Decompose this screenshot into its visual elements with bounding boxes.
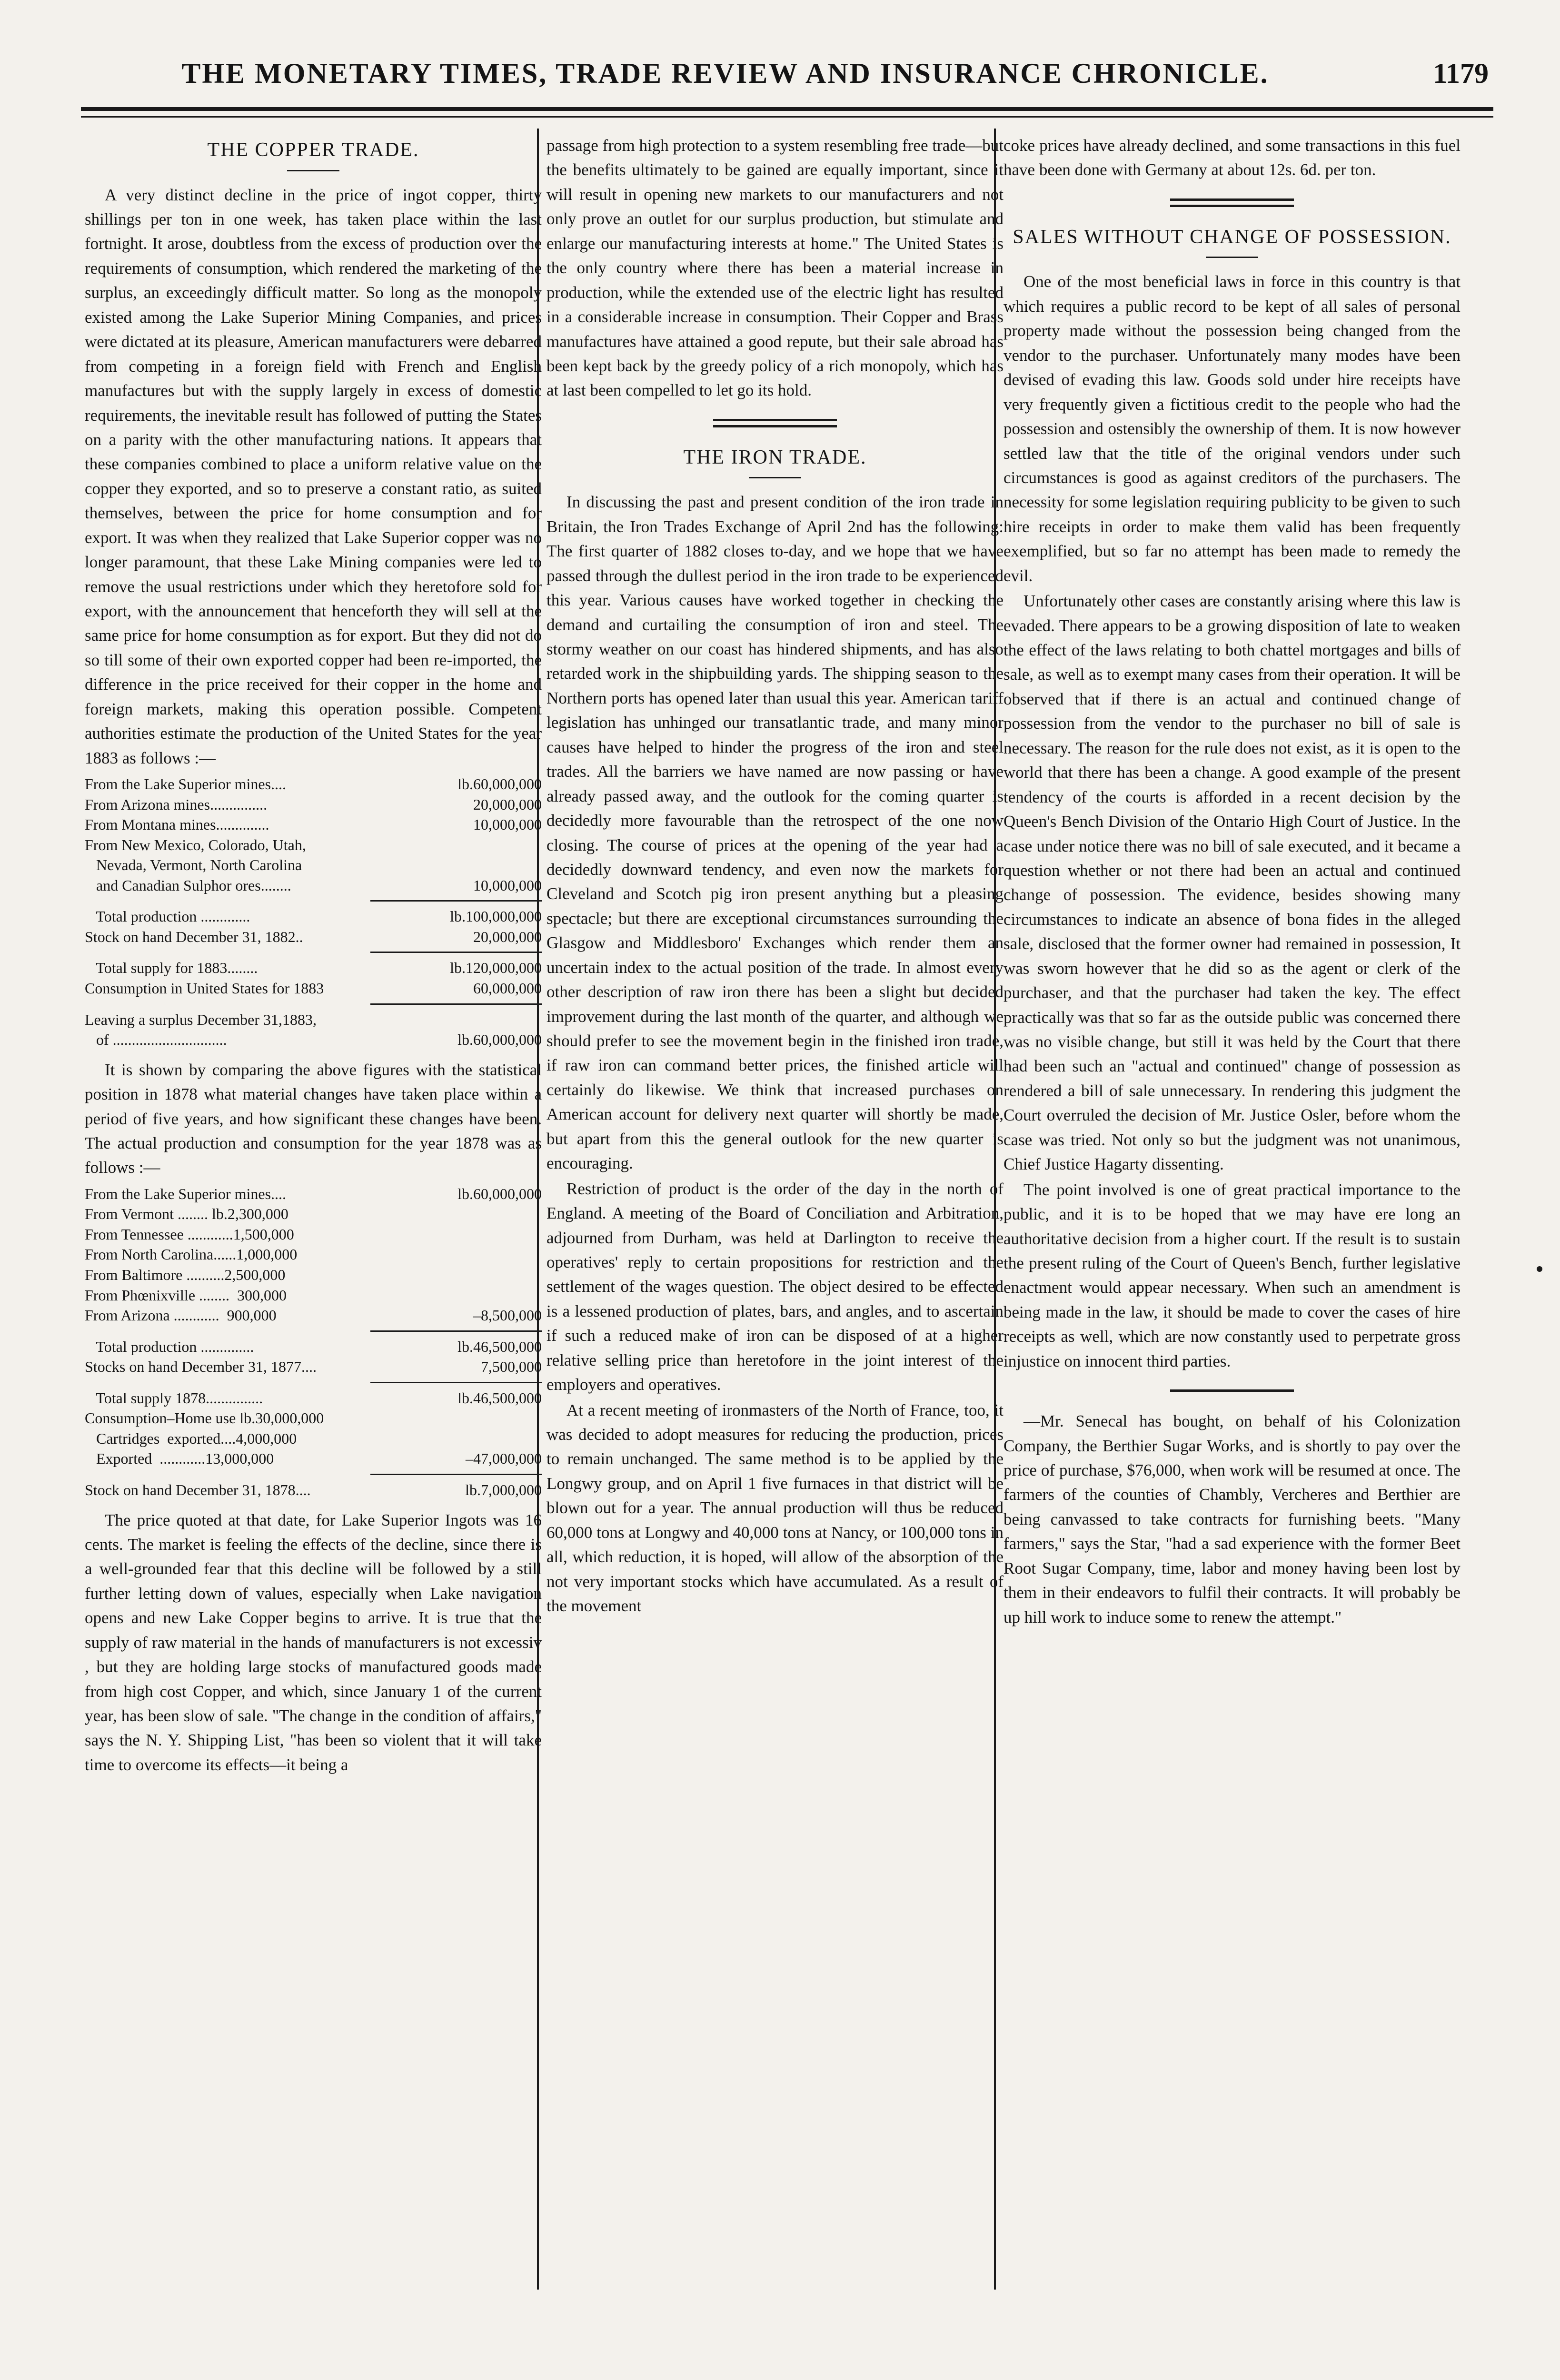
- stats-row: [85, 875, 542, 896]
- stats-row-total: [85, 1337, 542, 1357]
- sum-rule: [370, 900, 542, 902]
- heading-rule: [287, 170, 339, 171]
- stats-row: [85, 1285, 542, 1306]
- stats-row: [85, 835, 542, 855]
- stats-1878: [85, 1184, 542, 1500]
- stats-row: [85, 855, 542, 875]
- senecal-news-item: —Mr. Senecal has bought, on behalf of his Colonization Company, the Berthier Sugar Works, and is shortly to pay over the price of purchase, $76,000, when work will be resumed at once. The farmers of the counties of Chambly, Vercheres and Berthier are being canvassed to take contracts for furnishing beets. "Many farmers," says the Star, "had a sad experience with the former Beet Root Sugar Company, time, labor and money having been lost by them in their endeavors to fulfil their contracts. It will probably be up hill work to induce some to renew the attempt.": [1004, 1412, 1461, 1626]
- stats-value: lb.60,000,000: [457, 1031, 542, 1049]
- sum-rule: [370, 1003, 542, 1005]
- stats-label: Stock on hand December 31, 1882..: [85, 928, 303, 945]
- stats-row: [85, 978, 542, 999]
- header-rule-thin: [81, 116, 1493, 118]
- stats-value: 10,000,000: [473, 816, 542, 833]
- stats-label: Stocks on hand December 31, 1877....: [85, 1358, 317, 1376]
- stats-row: [85, 814, 542, 835]
- stats-value: lb.60,000,000: [457, 1185, 542, 1202]
- stats-label: From Arizona ............ 900,000: [85, 1307, 277, 1324]
- stats-value: 10,000,000: [473, 876, 542, 894]
- stats-value: –8,500,000: [473, 1307, 542, 1324]
- stats-label: Consumption–Home use lb.30,000,000: [85, 1409, 324, 1427]
- iron-paragraph-continued: coke prices have already declined, and some transactions in this fuel have been done with Germany at about 12s. 6d. per ton.: [1004, 136, 1461, 179]
- stats-row: [85, 794, 542, 815]
- stats-label: and Canadian Sulphor ores........: [85, 876, 291, 894]
- sum-rule: [370, 1330, 542, 1332]
- stats-value: 7,500,000: [481, 1358, 542, 1376]
- stats-1883: [85, 774, 542, 1050]
- stats-label: Total production .............: [85, 908, 250, 925]
- stats-value: lb.46,500,000: [457, 1338, 542, 1355]
- stats-row: [85, 1184, 542, 1204]
- stats-value: 20,000,000: [473, 795, 542, 813]
- stats-row-total: [85, 1388, 542, 1408]
- stats-row: [85, 1265, 542, 1285]
- stats-row: [85, 1428, 542, 1449]
- stats-label: From Tennessee ............1,500,000: [85, 1225, 294, 1243]
- stats-label: Leaving a surplus December 31,1883,: [85, 1011, 317, 1028]
- heading-rule: [749, 477, 801, 478]
- stats-row-total: [85, 906, 542, 927]
- stats-label: From Baltimore ..........2,500,000: [85, 1266, 286, 1284]
- stats-row: [85, 1010, 542, 1030]
- copper-paragraph-1: A very distinct decline in the price of ingot copper, thirty shillings per ton in one week, has taken place within the last fortnight. It arose, doubtless from the excess of production over the requirements of consumption, which rendered the marketing of the surplus, an exceedingly difficult matter. So long as the monopoly existed among the Lake Superior Mining Companies, and prices were dictated at its pleasure, American manufacturers were debarred from competing in a foreign field with French and English manufactures but with the supply largely in excess of domestic requirements, the inevitable result has followed of putting the States on a parity with the other manufacturing nations. It appears that these companies combined to place a uniform relative value on the copper they exported, and so to preserve a constant ratio, as suited themselves, between the price for home consumption and for export. It was when they realized that Lake Superior copper was no longer paramount, that these Lake Mining companies were led to remove the usual restrictions under which they heretofore sold for export, with the announcement that henceforth they will sell at the same price for home consumption as for export. But they did not do so till some of their own exported copper had been re-imported, the difference in the price received for their copper in the home and foreign markets, making this operation possible. Competent authorities estimate the production of the United States for the year 1883 as follows :—: [85, 185, 542, 767]
- stats-label: Total supply for 1883........: [85, 959, 258, 977]
- heading-rule: [1206, 257, 1258, 258]
- copper-paragraph-continued: passage from high protection to a system resembling free trade—but the benefits ultimately to be gained are equally important, since it will result in opening new markets to our manufacturers and not only prove an outlet for our surplus production, but stimulate and enlarge our manufacturing interests at home." The United States is the only country where there has been a material increase in production, while the extended use of the electric light has resulted in a considerable increase in consumption. Their Copper and Brass manufactures have attained a good repute, but their sale abroad has been kept back by the greedy policy of a rich monopoly, which has at last been compelled to let go its hold.: [546, 136, 1004, 400]
- running-head: [86, 57, 1489, 109]
- stats-label: Nevada, Vermont, North Carolina: [85, 856, 302, 874]
- sales-paragraph-1: One of the most beneficial laws in force in this country is that which requires a public record to be kept of all sales of personal property made without the possession being changed from the vendor to the purchaser. Unfortunately many modes have been devised of evading this law. Goods sold under hire receipts have very frequently given a fictitious credit to the people who had the possession and ostensibly the ownership of them. It is now however settled law that the title of the original vendors under such circumstances is good as against creditors of the purchasers. The necessity for some legislation requiring publicity to be given to such hire receipts in order to make them valid has been frequently exemplified, but so far no attempt has been made to remedy the evil.: [1004, 272, 1461, 585]
- column-2: [546, 133, 1004, 2285]
- stats-label: of ..............................: [85, 1031, 227, 1049]
- stats-row: [85, 1204, 542, 1224]
- publication-title: THE MONETARY TIMES, TRADE REVIEW AND INSURANCE CHRONICLE.: [181, 58, 1269, 89]
- article-heading-sales-without-change: SALES WITHOUT CHANGE OF POSSESSION.: [1013, 226, 1451, 248]
- stats-label: Total supply 1878...............: [85, 1389, 263, 1407]
- stats-label: Stock on hand December 31, 1878....: [85, 1481, 311, 1498]
- iron-paragraph-3: At a recent meeting of ironmasters of the North of France, too, it was decided to adopt measures for reducing the production, prices to remain unchanged. The same method is to be applied by the Longwy group, and on April 1 five furnaces in that district will be blown out for a year. The annual production will thus be reduced 60,000 tons at Longwy and 40,000 tons at Nancy, or 100,000 tons in all, which reduction, it is hoped, will allow of the absorption of the not very important stocks which have accumulated. As a result of the movement: [546, 1400, 1004, 1616]
- stats-value: lb.60,000,000: [457, 775, 542, 793]
- sales-paragraph-3: The point involved is one of great practical importance to the public, and it is to be hoped that we may have ere long an authoritative decision from a higher court. If the result is to sustain the present ruling of the Court of Queen's Bench, further legislative enactment would appear necessary. When such an amendment is being made in the law, it should be made to cover the cases of hire receipts as well, which are now constantly used to perpetrate gross injustice on innocent third parties.: [1004, 1180, 1461, 1370]
- stats-row: [85, 1244, 542, 1265]
- stats-label: From Phœnixville ........ 300,000: [85, 1286, 287, 1304]
- article-heading-copper-trade: THE COPPER TRADE.: [207, 139, 419, 161]
- stats-label: Exported ............13,000,000: [85, 1450, 274, 1468]
- sum-rule: [370, 1382, 542, 1383]
- column-3: [1004, 133, 1461, 2285]
- stats-value: lb.100,000,000: [450, 908, 542, 925]
- section-divider: [1170, 198, 1294, 207]
- stats-value: –47,000,000: [466, 1450, 542, 1468]
- stats-row: [85, 1408, 542, 1428]
- section-divider: [713, 419, 837, 427]
- sales-paragraph-2: Unfortunately other cases are constantly arising where this law is evaded. There appears to be a growing disposition of late to weaken the effect of the laws relating to both chattel mortgages and bills of sale, as well as to exempt many cases from their operation. It will be observed that if there is an actual and continued change of possession from the vendor to the purchaser no bill of sale is necessary. The reason for the rule does not exist, as it is open to the world that there has been a change. A good example of the present tendency of the courts is afforded in a recent decision by the Queen's Bench Division of the Ontario High Court of Justice. In the case under notice there was no bill of sale executed, and it became a question whether or not there had been an actual and continued change of possession. The evidence, besides showing many circumstances to indicate an absence of bona fides in the alleged sale, disclosed that the former owner had remained in possession, It was sworn however that he did so as the agent or clerk of the purchaser, and that the purchaser had taken the key. The effect practically was that so far as the outside public was concerned there was no visible change, but still it was held by the Court that there had been such an "actual and continued" change of possession as rendered a bill of sale unnecessary. In rendering this judgment the Court overruled the decision of Mr. Justice Osler, before whom the case was tried. Not only so but the judgment was not unanimous, Chief Justice Hagarty dissenting.: [1004, 592, 1461, 1174]
- stats-value: 60,000,000: [473, 980, 542, 997]
- stats-row: [85, 927, 542, 947]
- article-heading-iron-trade: THE IRON TRADE.: [683, 446, 867, 468]
- stats-label: From Vermont ........ lb.2,300,000: [85, 1205, 288, 1223]
- stats-row: [85, 1305, 542, 1326]
- header-rule-thick: [81, 107, 1493, 111]
- column-1: [85, 133, 542, 2285]
- stats-row: [85, 1030, 542, 1050]
- stats-label: From the Lake Superior mines....: [85, 775, 287, 793]
- stats-value: 20,000,000: [473, 928, 542, 945]
- stats-row: [85, 1357, 542, 1377]
- copper-paragraph-3: The price quoted at that date, for Lake Superior Ingots was 16 cents. The market is feeling the effects of the decline, since there is a well-grounded fear that this decline will be followed by a still further letting down of values, especially when Lake navigation opens and new Lake Copper begins to arrive. It is true that the supply of raw material in the hands of manufacturers is not excessiv , but they are holding large stocks of manufactured goods made from high cost Copper, and which, since January 1 of the current year, has been slow of sale. "The change in the condition of affairs," says the N. Y. Shipping List, "has been so violent that it will take time to overcome its effects—it being a: [85, 1510, 542, 1774]
- sum-rule: [370, 952, 542, 953]
- page-number: 1179: [1433, 58, 1489, 89]
- stats-value: lb.120,000,000: [450, 959, 542, 977]
- stats-row: [85, 1448, 542, 1469]
- margin-dot: [1537, 1266, 1542, 1272]
- stats-label: Total production ..............: [85, 1338, 254, 1355]
- stats-row: [85, 1224, 542, 1245]
- section-divider: [1170, 1389, 1294, 1392]
- stats-label: Consumption in United States for 1883: [85, 980, 324, 997]
- stats-label: From Arizona mines...............: [85, 795, 268, 813]
- copper-paragraph-2: It is shown by comparing the above figures with the statistical position in 1878 what material changes have taken place within a period of five years, and how significant these changes have been. The actual production and consumption for the year 1878 was as follows :—: [85, 1060, 542, 1177]
- sum-rule: [370, 1474, 542, 1475]
- stats-label: From North Carolina......1,000,000: [85, 1246, 298, 1263]
- stats-label: Cartridges exported....4,000,000: [85, 1429, 297, 1447]
- stats-row: [85, 774, 542, 794]
- stats-row: [85, 1480, 542, 1500]
- stats-label: From New Mexico, Colorado, Utah,: [85, 836, 306, 853]
- stats-label: From Montana mines..............: [85, 816, 269, 833]
- stats-label: From the Lake Superior mines....: [85, 1185, 287, 1202]
- stats-value: lb.7,000,000: [465, 1481, 542, 1498]
- stats-row-total: [85, 958, 542, 978]
- stats-value: lb.46,500,000: [457, 1389, 542, 1407]
- iron-paragraph-2: Restriction of product is the order of the day in the north of England. A meeting of the Board of Conciliation and Arbitration, adjourned from Durham, was held at Darlington to receive the operatives' reply to certain propositions for restriction and the settlement of the wages question. The object desired to be effected is a lessened production of plates, bars, and angles, and to ascertain if such a reduced make of iron can be disposed of at a higher relative selling price than heretofore in the joint interest of the employers and operatives.: [546, 1179, 1004, 1394]
- iron-paragraph-1: In discussing the past and present condition of the iron trade in Britain, the Iron Trades Exchange of April 2nd has the following: The first quarter of 1882 closes to-day, and we hope that we have passed through the dullest period in the iron trade to be experienced this year. Various causes have worked together in checking the demand and curtailing the consumption of iron and steel. The stormy weather on our coast has hindered shipments, and has also retarded work in the shipbuilding yards. The shipping season to the Northern ports has opened later than usual this year. American tariff legislation has unhinged our transatlantic trade, and many minor causes have helped to hinder the progress of the iron and steel trades. All the barriers we have named are now passing or have already passed away, and the outlook for the coming quarter is decidedly more favourable than the retrospect of the one now closing. The course of prices at the opening of the year had a decidedly downward tendency, and even now the markets for Cleveland and Scotch pig iron present anything but a pleasing spectacle; but there are exceptional circumstances surrounding the Glasgow and Middlesboro' Exchanges which render them an uncertain index to the actual position of the trade. In almost every other description of raw iron there has been a slight but decided improvement during the last month of the quarter, and although we should prefer to see the movement begin in the finished iron trade, if raw iron can command better prices, the finished article will certainly do likewise. We think that increased purchases on American account for delivery next quarter will shortly be made, but apart from this the general outlook for the new quarter is encouraging.: [546, 493, 1004, 1173]
